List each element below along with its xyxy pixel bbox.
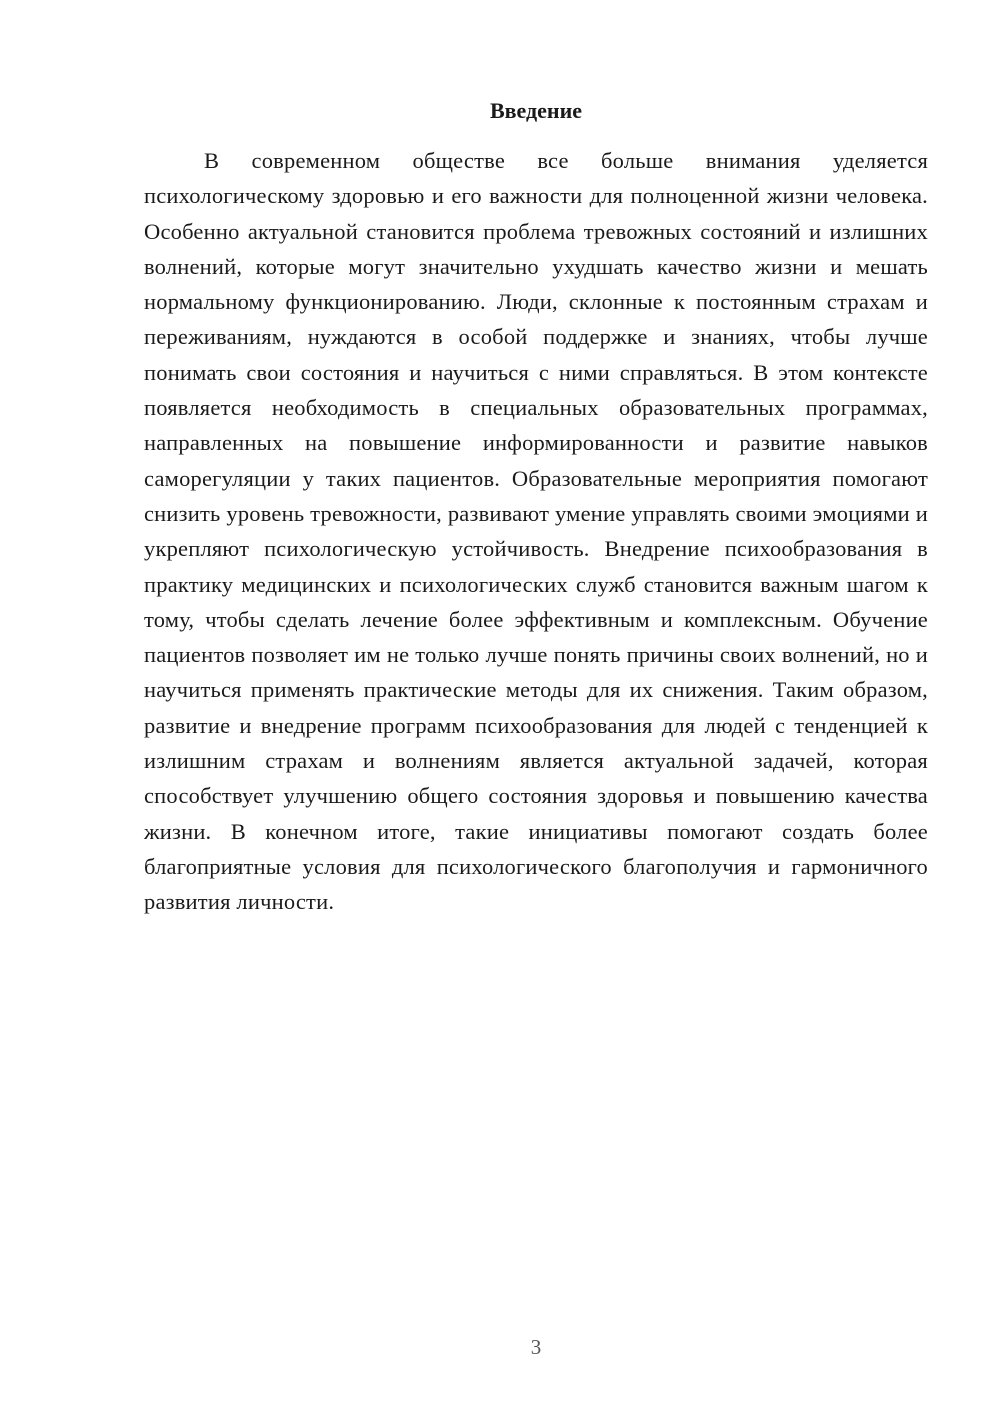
section-heading: Введение (489, 98, 583, 123)
page-number: 3 (530, 1335, 542, 1359)
body-paragraph: В современном обществе все больше внимания уделяется психологическому здоровью и его важности для полноценной жизни человека. Особенно актуальной становится проблема тревожных состояний и излишних волнений, которые могут значительно ухудшать качество жизни и мешать нормальному функционированию. Люди, склонные к постоянным страхам и переживаниям, нуждаются в особой поддержке и знаниях, чтобы лучше понимать свои состояния и научиться с ними справляться. В этом контексте появляется необходимость в специальных образовательных программах, направленных на повышение информированности и развитие навыков саморегуляции у таких пациентов. Образовательные мероприятия помогают снизить уровень тревожности, развивают умение управлять своими эмоциями и укрепляют психологическую устойчивость. Внедрение психообразования в практику медицинских и психологических служб становится важным шагом к тому, чтобы сделать лечение более эффективным и комплексным. Обучение пациентов позволяет им не только лучше понять причины своих волнений, но и научиться применять практические методы для их снижения. Таким образом, развитие и внедрение программ психообразования для людей с тенденцией к излишним страхам и волнениям является актуальной задачей, которая способствует улучшению общего состояния здоровья и повышению качества жизни. В конечном итоге, такие инициативы помогают создать более благоприятные условия для психологического благополучия и гармоничного развития личности. (144, 148, 928, 915)
